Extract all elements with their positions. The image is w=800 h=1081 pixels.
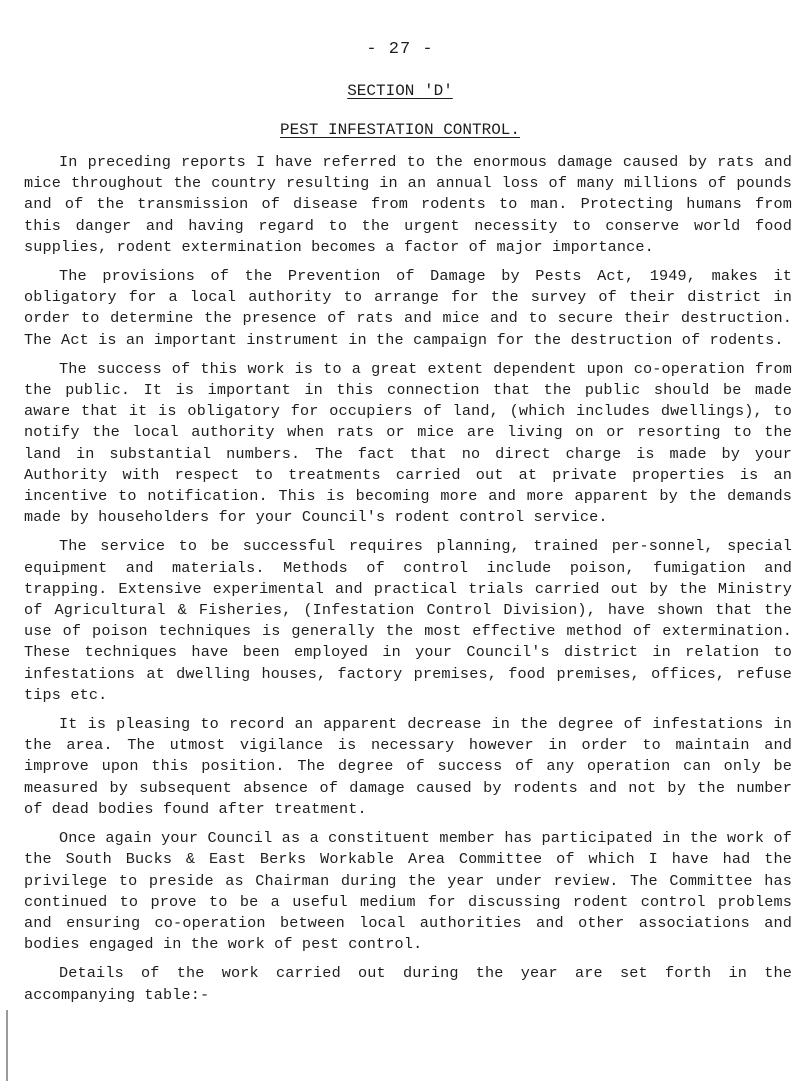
paragraph-public-cooperation: The success of this work is to a great extent dependent upon co-operation from the public. It is important in this connection that the public should be made aware that it is obligatory for occupiers of land, (which includes dwellings), to notify the local authority when rats or mice are living on or resorting to the land in substantial numbers. The fact that no direct charge is made by your Authority with respect to treatments carried out at private properties is an incentive to notification. This is becoming more and more apparent by the demands made by householders for your Council's rodent control service. <box>24 359 792 527</box>
paragraph-infestation-decrease: It is pleasing to record an apparent decrease in the degree of infestations in the area. The utmost vigilance is necessary however in order to maintain and improve upon this position. The degree of success of any operation can only be measured by subsequent absence of damage caused by rodents and not by the number of dead bodies found after treatment. <box>24 715 792 818</box>
page-heading: PEST INFESTATION CONTROL. <box>279 121 521 139</box>
body-text <box>24 152 792 1014</box>
section-title: SECTION 'D' <box>347 82 453 100</box>
paragraph-rodent-damage: In preceding reports I have referred to the enormous damage caused by rats and mice throughout the country resulting in an annual loss of many millions of pounds and of the transmission of disease from rodents to man. Protecting humans from this danger and having regard to the urgent necessity to conserve world food supplies, rodent extermination becomes a factor of major importance. <box>24 153 792 256</box>
paragraph-pests-act: The provisions of the Prevention of Damage by Pests Act, 1949, makes it obligatory for a local authority to arrange for the survey of their district in order to determine the presence of rats and mice and to secure their destruction. The Act is an important instrument in the campaign for the destruction of rodents. <box>24 267 792 349</box>
paragraph-control-methods: The service to be successful requires planning, trained per-sonnel, special equipment and materials. Methods of control include poison, fumigation and trapping. Extensive experimental and practical trials carried out by the Ministry of Agricultural & Fisheries, (Infestation Control Division), have shown that the use of poison techniques is generally the most effective method of extermination. These techniques have been employed in your Council's district in relation to infestations at dwelling houses, factory premises, food premises, offices, refuse tips etc. <box>24 537 792 704</box>
margin-line <box>6 1010 8 1081</box>
page-number: - 27 - <box>366 40 434 59</box>
paragraph-details: Details of the work carried out during the year are set forth in the accompanying table:- <box>24 964 792 1004</box>
paragraph-area-committee: Once again your Council as a constituent member has participated in the work of the South Bucks & East Berks Workable Area Committee of which I have had the privilege to preside as Chairman during the year under review. The Committee has continued to prove to be a useful medium for discussing rodent control problems and ensuring co-operation between local authorities and other associations and bodies engaged in the work of pest control. <box>24 829 792 954</box>
